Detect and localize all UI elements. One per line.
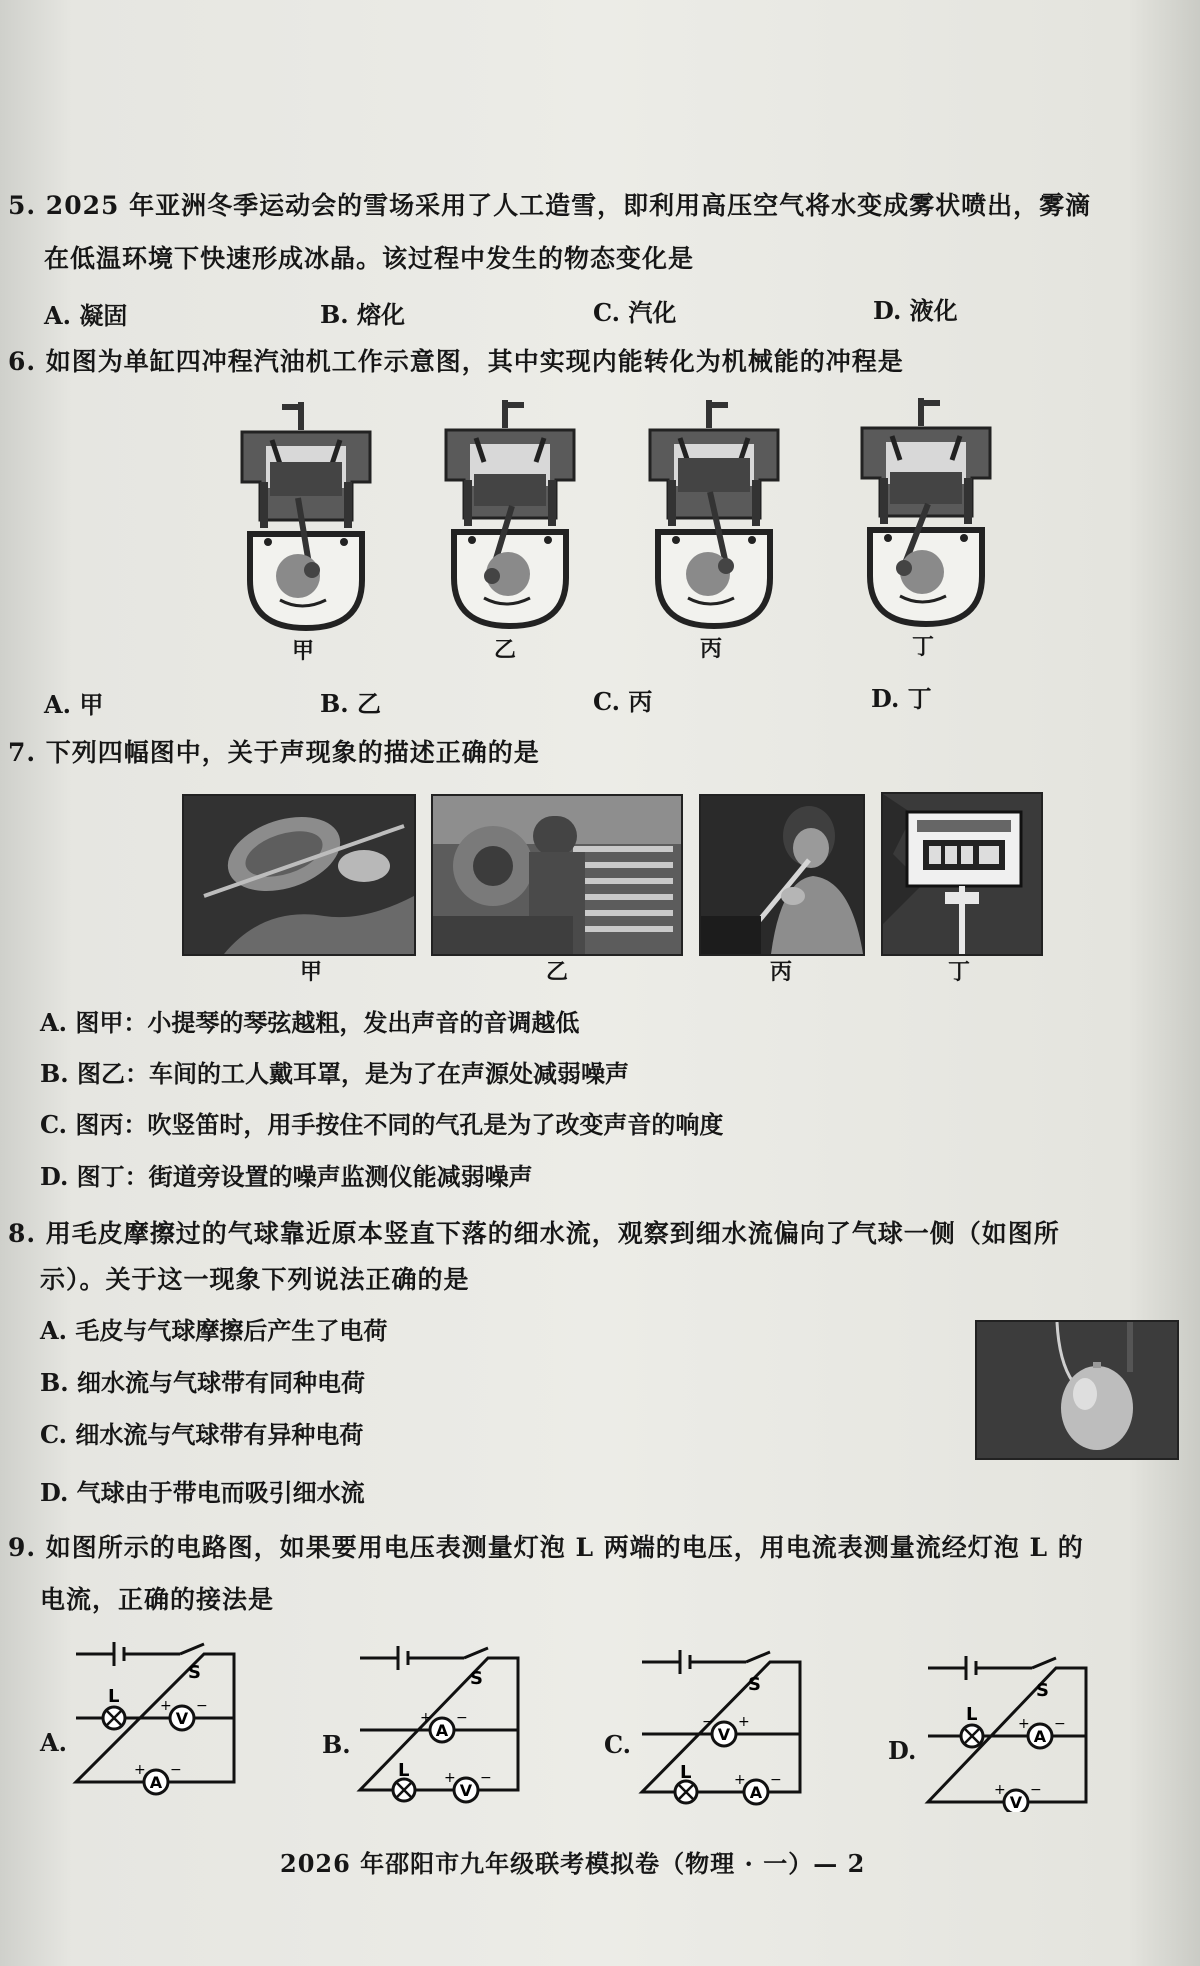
photo-recorder-player xyxy=(699,794,865,956)
q8-stem-line1: 8. 用毛皮摩擦过的气球靠近原本竖直下落的细水流，观察到细水流偏向了气球一侧（如图所 xyxy=(8,1219,1060,1248)
q6-option-b: B. 乙 xyxy=(320,689,381,718)
q8-option-d: D. 气球由于带电而吸引细水流 xyxy=(40,1478,365,1507)
q5-stem-line1: 5. 2025 年亚洲冬季运动会的雪场采用了人工造雪，即利用高压空气将水变成雾状喷出，雾滴 xyxy=(8,191,1092,220)
q5-option-d: D. 液化 xyxy=(873,296,958,325)
svg-text:L: L xyxy=(398,1760,410,1781)
q6-option-d: D. 丁 xyxy=(871,684,932,713)
q6-stem: 6. 如图为单缸四冲程汽油机工作示意图，其中实现内能转化为机械能的冲程是 xyxy=(8,347,904,376)
svg-text:−: − xyxy=(480,1770,492,1786)
engine-caption-yi: 乙 xyxy=(494,637,517,663)
photo-caption-ding: 丁 xyxy=(948,959,971,985)
engine-diagram xyxy=(236,402,376,634)
q5-option-a: A. 凝固 xyxy=(44,301,128,330)
q8-stem-line2: 示）。关于这一现象下列说法正确的是 xyxy=(40,1265,470,1294)
engine-figure-bing xyxy=(644,400,784,636)
engine-diagram xyxy=(644,400,784,632)
svg-text:V: V xyxy=(717,1725,731,1744)
engine-caption-jia: 甲 xyxy=(292,638,315,664)
svg-text:+: + xyxy=(134,1762,146,1778)
svg-text:A: A xyxy=(1033,1727,1047,1746)
q8-option-c: C. 细水流与气球带有异种电荷 xyxy=(40,1420,364,1449)
lamp-icon xyxy=(103,1707,125,1729)
q5-stem-line2: 在低温环境下快速形成冰晶。该过程中发生的物态变化是 xyxy=(44,244,695,273)
q9-option-d-letter: D. xyxy=(888,1736,917,1765)
svg-text:−: − xyxy=(770,1772,782,1788)
q6-option-c: C. 丙 xyxy=(593,687,653,716)
q7-option-b: B. 图乙：车间的工人戴耳罩，是为了在声源处减弱噪声 xyxy=(40,1059,629,1088)
svg-text:A: A xyxy=(749,1783,763,1802)
svg-text:S: S xyxy=(1036,1680,1049,1701)
q9-option-c-letter: C. xyxy=(604,1730,632,1759)
svg-text:S: S xyxy=(188,1662,201,1683)
photo-caption-yi: 乙 xyxy=(546,959,569,985)
photo-caption-bing: 丙 xyxy=(770,959,793,985)
q8-option-b: B. 细水流与气球带有同种电荷 xyxy=(40,1368,365,1397)
svg-text:+: + xyxy=(738,1714,750,1730)
engine-caption-ding: 丁 xyxy=(912,634,935,660)
svg-text:−: − xyxy=(456,1710,468,1726)
photo-violin xyxy=(182,794,416,956)
engine-figure-ding xyxy=(856,398,996,634)
svg-text:S: S xyxy=(748,1674,761,1695)
circuit-option-a xyxy=(70,1636,240,1806)
q8-option-a: A. 毛皮与气球摩擦后产生了电荷 xyxy=(40,1316,388,1345)
circuit-option-d xyxy=(922,1642,1092,1812)
q5-option-b: B. 熔化 xyxy=(320,300,405,329)
svg-text:A: A xyxy=(149,1773,163,1792)
photo-balloon-water xyxy=(975,1320,1179,1460)
svg-text:−: − xyxy=(702,1714,714,1730)
svg-text:A: A xyxy=(435,1721,449,1740)
lamp-icon xyxy=(675,1781,697,1803)
svg-text:+: + xyxy=(734,1772,746,1788)
q7-stem: 7. 下列四幅图中，关于声现象的描述正确的是 xyxy=(8,738,540,767)
q7-option-d: D. 图丁：街道旁设置的噪声监测仪能减弱噪声 xyxy=(40,1162,533,1191)
svg-text:V: V xyxy=(459,1781,473,1800)
q6-option-a: A. 甲 xyxy=(44,690,104,719)
svg-text:+: + xyxy=(444,1770,456,1786)
svg-text:S: S xyxy=(470,1668,483,1689)
engine-figure-yi xyxy=(440,400,580,636)
svg-text:+: + xyxy=(160,1698,172,1714)
svg-text:L: L xyxy=(680,1762,692,1783)
q7-option-a: A. 图甲：小提琴的琴弦越粗，发出声音的音调越低 xyxy=(40,1008,580,1037)
engine-diagram xyxy=(440,400,580,632)
engine-figure-jia xyxy=(236,402,376,638)
svg-text:V: V xyxy=(175,1709,189,1728)
lamp-icon xyxy=(393,1779,415,1801)
svg-text:V: V xyxy=(1009,1793,1023,1812)
photo-workshop-worker xyxy=(431,794,683,956)
q9-option-b-letter: B. xyxy=(322,1730,351,1759)
lamp-icon xyxy=(961,1725,983,1747)
svg-text:+: + xyxy=(1018,1716,1030,1732)
q9-stem-line2: 电流，正确的接法是 xyxy=(40,1585,275,1614)
circuit-option-b xyxy=(354,1640,524,1810)
svg-text:−: − xyxy=(170,1762,182,1778)
q5-option-c: C. 汽化 xyxy=(593,298,677,327)
svg-text:+: + xyxy=(994,1782,1006,1798)
photo-noise-monitor xyxy=(881,792,1043,956)
svg-text:L: L xyxy=(966,1704,978,1725)
svg-text:−: − xyxy=(1030,1782,1042,1798)
page-footer: 2026 年邵阳市九年级联考模拟卷（物理 · 一）— 2 xyxy=(280,1849,866,1878)
svg-text:−: − xyxy=(1054,1716,1066,1732)
q7-option-c: C. 图丙：吹竖笛时，用手按住不同的气孔是为了改变声音的响度 xyxy=(40,1110,724,1139)
svg-text:+: + xyxy=(420,1710,432,1726)
engine-diagram xyxy=(856,398,996,630)
engine-caption-bing: 丙 xyxy=(700,636,723,662)
circuit-option-c xyxy=(636,1636,806,1806)
q9-stem-line1: 9. 如图所示的电路图，如果要用电压表测量灯泡 L 两端的电压，用电流表测量流经灯泡 L 的 xyxy=(8,1533,1084,1562)
svg-text:−: − xyxy=(196,1698,208,1714)
svg-text:L: L xyxy=(108,1686,120,1707)
q9-option-a-letter: A. xyxy=(40,1728,67,1757)
photo-caption-jia: 甲 xyxy=(300,959,323,985)
